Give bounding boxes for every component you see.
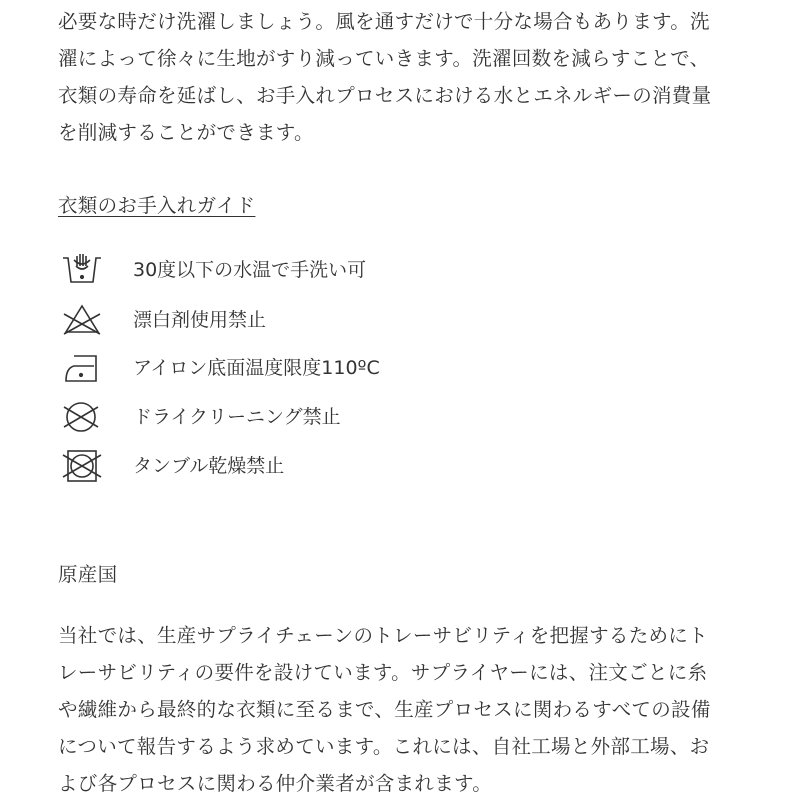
care-item [58, 250, 458, 290]
intro-line: を削減することができます。 [58, 121, 314, 144]
origin-line: レーサビリティの要件を設けています。サプライヤーには、注文ごとに糸 [58, 661, 708, 684]
origin-line: について報告するよう求めています。これには、自社工場と外部工場、お [58, 735, 710, 758]
origin-heading: 原産国 [58, 563, 118, 586]
intro-line: 衣類の寿命を延ばし、お手入れプロセスにおける水とエネルギーの消費量 [58, 84, 712, 107]
care-item-label: タンブル乾燥禁止 [133, 455, 285, 477]
intro-line: 濯によって徐々に生地がすり減っていきます。洗濯回数を減らすことで、 [58, 47, 710, 70]
origin-line: 当社では、生産サプライチェーンのトレーサビリティを把握するためにト [58, 624, 708, 647]
care-item [58, 300, 458, 340]
hand-wash-icon [60, 250, 104, 290]
care-item-label: 漂白剤使用禁止 [133, 309, 267, 331]
origin-line: や繊維から最終的な衣類に至るまで、生産プロセスに関わるすべての設備 [58, 698, 711, 721]
origin-line: よび各プロセスに関わる仲介業者が含まれます。 [58, 772, 493, 795]
care-guide-heading[interactable]: 衣類のお手入れガイド [58, 194, 256, 217]
intro-line: 必要な時だけ洗濯しましょう。風を通すだけで十分な場合もあります。洗 [58, 10, 710, 33]
care-item-label: 30度以下の水温で手洗い可 [133, 259, 367, 281]
care-item [58, 446, 458, 486]
care-item-label: アイロン底面温度限度110ºC [133, 357, 380, 379]
care-item [58, 397, 458, 437]
iron-low-icon [60, 348, 104, 388]
no-dry-clean-icon [60, 397, 104, 437]
no-tumble-dry-icon [60, 446, 104, 486]
care-item [58, 348, 458, 388]
care-item-label: ドライクリーニング禁止 [133, 406, 341, 428]
no-bleach-icon [60, 300, 104, 340]
